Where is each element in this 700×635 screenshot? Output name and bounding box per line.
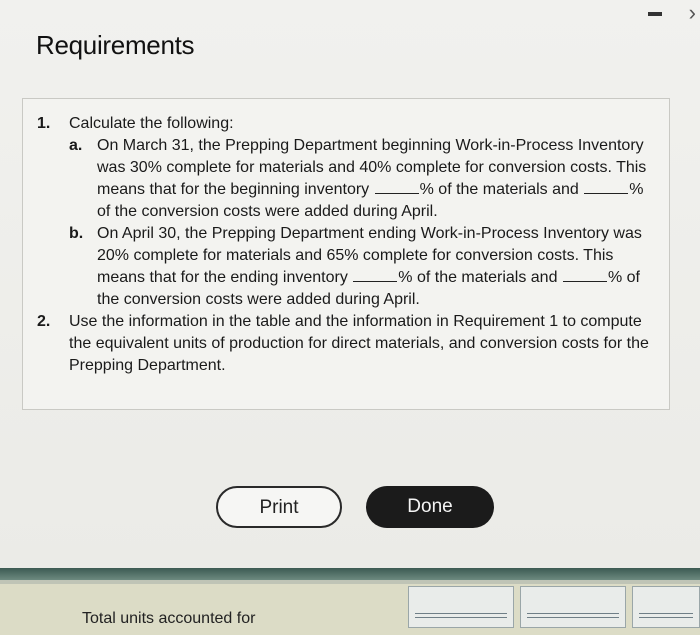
requirement-1a-text-2: % of the materials and bbox=[419, 181, 579, 198]
requirement-1b-text-3: % of the conversion costs were added during April. bbox=[97, 269, 640, 308]
requirements-list bbox=[37, 113, 657, 377]
requirement-1-number: 1. bbox=[37, 115, 51, 132]
requirements-panel bbox=[22, 98, 670, 410]
total-units-cell-2[interactable] bbox=[520, 586, 626, 628]
requirement-1a-text-3: % of the conversion costs were added during April. bbox=[97, 181, 644, 220]
requirement-1a-text-1: On March 31, the Prepping Department beginning Work-in-Process Inventory was 30% complete for materials and 40% complete for conversion costs. This means that for the beginning inventory bbox=[97, 137, 647, 198]
requirement-1-text: Calculate the following: bbox=[69, 115, 234, 132]
table-header-band bbox=[0, 568, 700, 580]
requirement-1 bbox=[37, 113, 657, 311]
done-button[interactable]: Done bbox=[366, 486, 494, 528]
requirement-2 bbox=[37, 311, 657, 377]
requirement-1b bbox=[69, 223, 657, 311]
requirement-2-number: 2. bbox=[37, 313, 51, 330]
blank-1a-materials[interactable] bbox=[375, 179, 419, 194]
requirement-2-text: Use the information in the table and the information in Requirement 1 to compute the equivalent units of production for direct materials, and conversion costs for the Prepping Department. bbox=[69, 313, 649, 374]
dialog-title: Requirements bbox=[36, 30, 195, 60]
blank-1b-conversion[interactable] bbox=[563, 267, 607, 282]
total-units-cell-1[interactable] bbox=[408, 586, 514, 628]
total-units-cell-3[interactable] bbox=[632, 586, 700, 628]
units-table bbox=[0, 580, 700, 635]
requirement-1b-text-2: % of the materials and bbox=[398, 269, 558, 286]
requirement-1b-letter: b. bbox=[69, 225, 84, 242]
print-button[interactable]: Print bbox=[216, 486, 342, 528]
blank-1a-conversion[interactable] bbox=[584, 179, 628, 194]
row-label-total-units: Total units accounted for bbox=[82, 610, 256, 627]
table-divider bbox=[0, 580, 700, 584]
blank-1b-materials[interactable] bbox=[353, 267, 397, 282]
requirement-1a-letter: a. bbox=[69, 137, 83, 154]
chevron-right-icon[interactable]: › bbox=[688, 0, 696, 25]
requirement-1a bbox=[69, 135, 657, 223]
requirement-1b-text-1: On April 30, the Prepping Department ending Work-in-Process Inventory was 20% complete for materials and 65% complete for conversion costs. This means that for the ending inventory bbox=[97, 225, 642, 286]
minimize-icon[interactable] bbox=[648, 12, 662, 16]
